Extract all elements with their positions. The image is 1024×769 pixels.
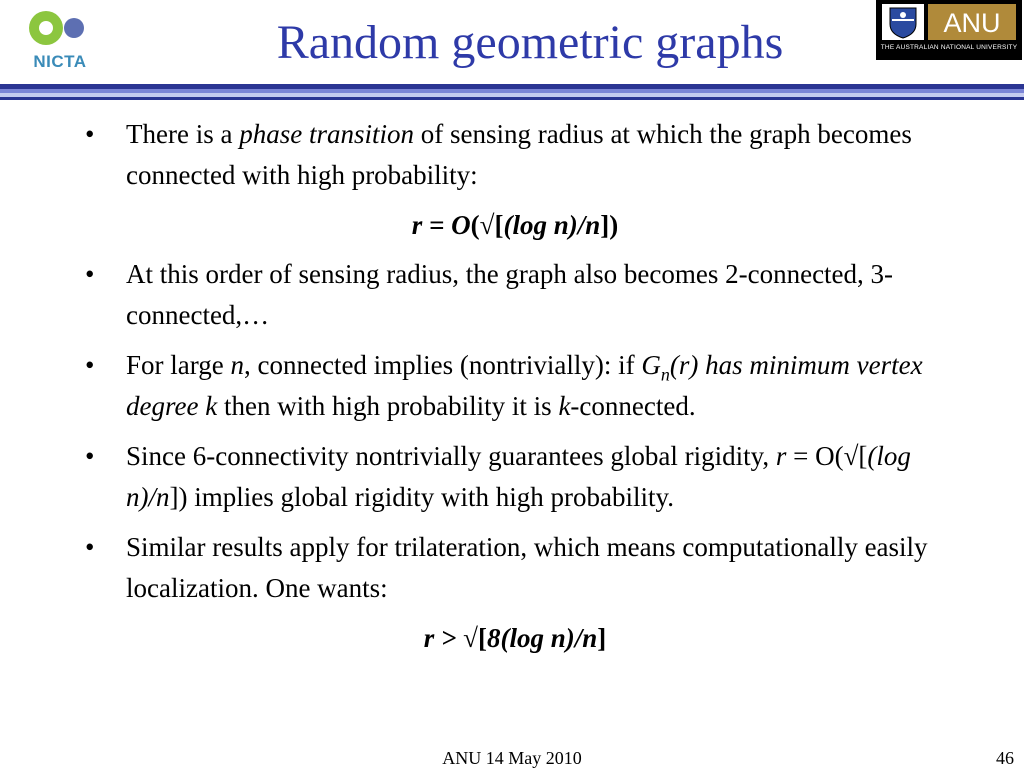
bullet-text: There is a	[126, 119, 240, 149]
bullet-text: Similar results apply for trilateration, which means computationally easily localization. One wants:	[126, 532, 928, 603]
bullet-text: of sensing radius at which the graph becomes connected with high probability:	[126, 119, 912, 190]
anu-logo-subtext: THE AUSTRALIAN NATIONAL UNIVERSITY	[880, 44, 1018, 51]
anu-logo-text: ANU	[943, 8, 1001, 38]
formula-connectivity-radius: r = O(√[(log n)/n])	[411, 210, 619, 240]
nicta-logo-graphic	[22, 6, 98, 52]
bullet-dot: •	[85, 350, 95, 380]
footer-date: ANU 14 May 2010	[442, 748, 582, 768]
anu-crest-icon	[882, 4, 924, 40]
page-number: 46	[996, 748, 1014, 768]
bullet-dot: •	[85, 119, 95, 149]
anu-logo	[876, 0, 1022, 60]
bullet-text: At this order of sensing radius, the graph also becomes 2-connected, 3-connected,…	[126, 259, 894, 330]
bullet-item: • Since 6-connectivity nontrivially guarantees global rigidity, r = O(√[(log n)/n]) implies global rigidity with high probability.	[85, 436, 945, 518]
formula-trilateration-radius: r > √[8(log n)/n]	[423, 623, 607, 653]
bullet-text-italic: phase transition	[239, 119, 414, 149]
bullet-item	[85, 254, 945, 336]
header-divider-bottom	[0, 97, 1024, 100]
slide-title: Random geometric graphs	[276, 16, 784, 69]
bullet-dot: •	[85, 532, 95, 562]
nicta-logo-text: NICTA	[33, 52, 87, 71]
bullet-item: • For large n, connected implies (nontrivially): if $G_n(r)$ has minimum vertex degree k then with high probability it is k-connected.	[85, 345, 945, 427]
bullet-item	[85, 114, 945, 196]
bullet-dot: •	[85, 441, 95, 471]
slide-content	[85, 114, 945, 667]
nicta-logo	[22, 6, 98, 76]
bullet-dot: •	[85, 259, 95, 289]
bullet-item	[85, 527, 945, 609]
